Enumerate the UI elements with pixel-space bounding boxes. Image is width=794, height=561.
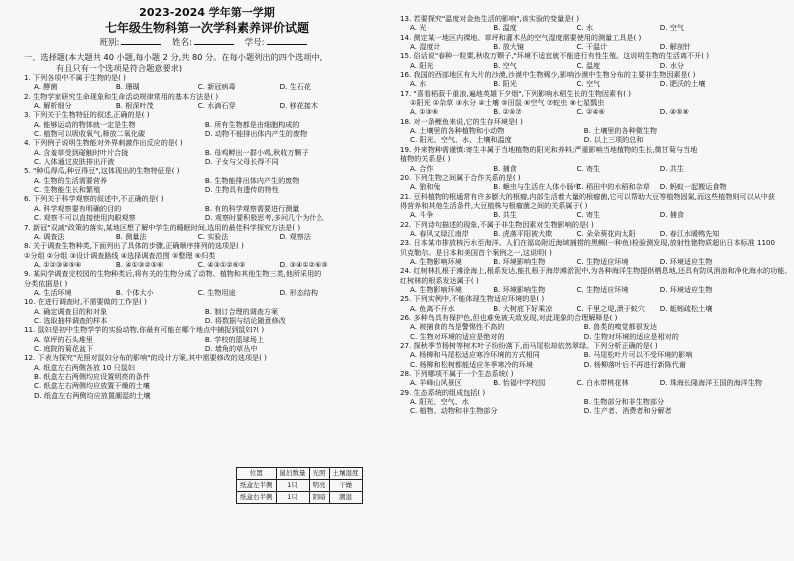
question-text: 23. 日本某市排放核污水至海洋。人们在福岛附近海域捕捞的黑鲷(一种鱼)检验测发现,放射性铯物质超出日本标准 1100 (400, 238, 776, 248)
option-row (400, 378, 772, 387)
option-row (400, 229, 772, 238)
question-text: 得营养和其他生活条件,大豆植株与根瘤菌之间的关系属于( ) (400, 200, 588, 210)
answer-option[interactable]: D. 水分 (659, 60, 684, 70)
question-text: 9. 某同学调查完校园的生物种类后,将有关的生物分成了动物、植物和其他生物三类,他所采用的 (24, 269, 322, 279)
option-row (400, 304, 772, 313)
answer-option[interactable]: C. 植物、动物和非生物部分 (410, 406, 498, 416)
option-row (24, 232, 390, 241)
answer-option[interactable]: B. 捕食 (493, 163, 517, 173)
answer-option[interactable]: A. 鱼离不开水 (410, 303, 455, 313)
question-text: 8. 关于调查生物种类,下面列出了具体的步骤,正确顺序排列的选项是( ) (24, 241, 244, 251)
answer-option[interactable]: D. 捕食 (659, 210, 684, 220)
id-field[interactable] (267, 44, 307, 45)
answer-option[interactable]: D. 生石花 (279, 82, 311, 92)
answer-option[interactable]: A. 光 (410, 23, 427, 33)
question-text: 28. 下列哪项不属于一个生态系统( ) (400, 369, 514, 379)
option-row (24, 204, 390, 213)
option-line: D. 纸盒左右两侧均应放置潮湿的土壤 (34, 390, 151, 400)
answer-option[interactable]: C. 生物用途 (197, 287, 236, 297)
answer-option[interactable]: C. ④③①②⑥⑤ (197, 259, 246, 269)
exam-title: 七年级生物科第一次学科素养评价试题 (104, 21, 309, 35)
answer-option[interactable]: D. 环境适应生物 (659, 284, 713, 294)
table-header-cell: 光照 (309, 468, 329, 480)
answer-option[interactable]: C. 温度 (576, 60, 601, 70)
option-row (400, 332, 772, 341)
answer-option[interactable]: C. 生物适应环境 (576, 256, 629, 266)
answer-option[interactable]: C. 空气 (576, 79, 601, 89)
answer-option[interactable]: D. 春江水暖鸭先知 (659, 228, 720, 238)
answer-option[interactable]: B. 有的科学观察需要进行测量 (204, 203, 300, 213)
question-text: 3. 下列关于生物特征的叙述,正确的是( ) (24, 110, 150, 120)
question-text: 2. 生物学家研究生命现象和生命活动规律常用的基本方法是( ) (24, 91, 219, 101)
answer-option[interactable]: B. 测量法 (115, 231, 147, 241)
table-cell: 阴暗 (309, 492, 329, 504)
question-text: ①分组 ②分组 ③设计调查路线 ④选择调查范围 ⑤整理 ⑥归类 (24, 250, 216, 260)
answer-option[interactable]: C. ②④⑥ (576, 107, 606, 117)
answer-option[interactable]: A. ①②③④⑤⑥ (34, 259, 82, 269)
answer-option[interactable]: B. 温度 (493, 23, 517, 33)
table-row (237, 492, 363, 504)
answer-option[interactable]: C. 观察不可以直接使用肉眼观察 (34, 213, 136, 223)
answer-option[interactable]: D. 空气 (659, 23, 684, 33)
option-line: C. 纸盒左右两侧均应放置干燥的土壤 (34, 381, 150, 391)
option-line: B. 纸盒左右两侧均应设置明亮的条件 (34, 372, 150, 381)
answer-option[interactable]: D. 解剖针 (659, 42, 692, 52)
answer-option[interactable]: C. 干温计 (576, 42, 608, 52)
answer-option[interactable]: D. 形态结构 (279, 287, 318, 297)
answer-option[interactable]: C. 新冠病毒 (197, 82, 236, 92)
answer-option[interactable]: B. 怡福中学校园 (493, 378, 546, 388)
answer-option[interactable]: D. 墙角的草丛中 (204, 343, 258, 353)
answer-option[interactable]: A. 生物影响环境 (410, 256, 462, 266)
answer-option[interactable]: C. 选取抽样调查的样本 (34, 315, 108, 325)
answer-option[interactable]: B. 共生 (493, 210, 517, 220)
option-row (24, 335, 390, 344)
answer-option[interactable]: A. 阳光 (410, 60, 434, 70)
answer-option[interactable]: A. 合作 (410, 163, 434, 173)
option-row (400, 257, 772, 266)
option-row (400, 23, 772, 32)
option-row (400, 360, 772, 369)
answer-option[interactable]: A. 生物影响环境 (410, 284, 462, 294)
answer-option[interactable]: D. 蚯蚓疏松土壤 (659, 303, 713, 313)
answer-option[interactable]: B. 蛔虫与生活在人体小肠中 (493, 182, 581, 192)
option-row (24, 129, 390, 138)
option-row (24, 260, 390, 269)
question-text: 13. 若要探究"温度对金鱼生活的影响",该实验的变量是( ) (400, 14, 580, 23)
question-text: 4. 下列例子说明生物能对外界刺激作出反应的是( ) (24, 138, 183, 148)
right-questions (400, 14, 792, 416)
answer-option[interactable]: D. 蚂蚁一起搬运食物 (659, 182, 727, 192)
student-info (24, 37, 390, 49)
option-row (24, 82, 390, 91)
question-text: 10. 在进行调查时,不需要做的工作是( ) (24, 297, 147, 307)
answer-option[interactable]: C. 生物对环境的适应是绝对的 (410, 331, 505, 341)
answer-option[interactable]: B. 大树底下好乘凉 (493, 303, 553, 313)
answer-option[interactable]: D. 以上三项的总和 (583, 135, 644, 145)
id-label: 学号: (244, 38, 265, 48)
class-field[interactable] (121, 44, 161, 45)
answer-option[interactable]: B. 马尾松叶片可以不受环境的影响 (583, 350, 693, 360)
question-text: 贝克勒尔。是日本和美国首个案例之一,这说明( ) (400, 247, 552, 257)
option-row (400, 79, 772, 88)
answer-option[interactable]: A. 生物的生活需要营养 (34, 175, 108, 185)
answer-option[interactable]: D. ③④①②⑥⑤ (279, 259, 328, 269)
option-row (400, 397, 772, 406)
question-text: 29. 生态系统的组成包括( ) (400, 387, 486, 397)
question-text: 6. 下列关于科学观察的叙述中,不正确的是( ) (24, 194, 164, 204)
answer-option[interactable]: C. 庭院的菊花盆下 (34, 343, 94, 353)
answer-option[interactable]: A. 斗争 (410, 210, 434, 220)
answer-option[interactable]: B. 生物部分和非生物部分 (583, 397, 665, 407)
question-text: 12. 下表为探究"光照对鼠妇分布的影响"的设计方案,其中需要修改的选项是( ) (24, 353, 267, 363)
answer-option[interactable]: A. 春风又绿江南岸 (410, 228, 469, 238)
answer-option[interactable]: A. 科学观察要有明确的目的 (34, 203, 122, 213)
table-header-cell: 鼠妇数量 (276, 468, 309, 480)
question-text: 20. 下列生物之间属于合作关系的是( ) (400, 172, 521, 182)
option-row (400, 285, 772, 294)
answer-option[interactable]: C. 千里之堤,溃于蚁穴 (576, 303, 645, 313)
answer-option[interactable]: C. 阳光、空气、水、土壤和温度 (410, 135, 512, 145)
option-line: ①阳光 ②杂草 ③水分 ④土壤 ⑤田鼠 ⑥空气 ⑦蛇虫 ⑧七星瓢虫 (410, 98, 605, 108)
option-row (24, 120, 390, 129)
section-heading-line2: 有且只有一个选项是符合题意要求) (56, 62, 183, 73)
answer-option[interactable]: B. 学校的篮球场上 (204, 334, 264, 344)
question-text: 21. 豆科植物的根通常有许多膨大的根瘤,内部生活着大量的根瘤菌,它可以帮助大豆等植物固氮,而这些植物则可以从中获 (400, 191, 775, 201)
option-row (400, 61, 772, 70)
name-label: 姓名: (172, 38, 192, 48)
answer-option[interactable]: B. 空气 (493, 60, 517, 70)
answer-option[interactable]: A. 确定调查目的和对象 (34, 306, 108, 316)
question-text: 27. 探秋季节杨树等树木叶子纷纷落下,而马尾松却依然翠绿。下列分析正确的是( ) (400, 341, 658, 351)
answer-option[interactable]: C. 朵朵葵花向太阳 (576, 228, 636, 238)
table-cell: 纸盒右半侧 (237, 492, 277, 504)
answer-option[interactable]: B. ②⑤⑦ (493, 107, 522, 117)
answer-option[interactable]: C. 植物可以吸收氧气,释放二氧化碳 (34, 129, 146, 139)
answer-option[interactable]: B. 环境影响生物 (493, 256, 546, 266)
table-header-cell: 土壤湿度 (329, 468, 362, 480)
answer-option[interactable]: C. 生物能生长和繁殖 (34, 185, 101, 195)
answer-option[interactable]: B. 根深叶茂 (115, 101, 154, 111)
right-column (400, 0, 792, 561)
question-text: 24. 红树林扎根于滩涂海上,根系发达,能扎根于海岸滩淤泥中,为各种海洋生物提供栖息地,还具有防风消浪和净化海水的功能。 (400, 266, 792, 276)
question-text: 分类依据是( ) (24, 278, 68, 288)
answer-option[interactable]: B. 生物能排出体内产生的废物 (204, 175, 300, 185)
table-cell: 纸盒左半侧 (237, 480, 277, 492)
answer-option[interactable]: C. 水 (576, 23, 594, 33)
answer-option[interactable]: D. 共生 (659, 163, 684, 173)
question-text: 5. "种瓜得瓜,种豆得豆",这体现出的生物特征是( ) (24, 166, 180, 176)
question-text: 11. 鼠妇是初中生物学学的实验动物,你最有可能在哪个地点中捕捉到鼠妇?( ) (24, 325, 265, 335)
option-row (24, 148, 390, 157)
option-row (400, 126, 772, 135)
answer-option[interactable]: C. 杨柳和松树都能适应冬季寒冷的环境 (410, 359, 533, 369)
answer-option[interactable]: D. 肥沃的土壤 (659, 79, 706, 89)
answer-option[interactable]: A. 酵菌 (34, 82, 58, 92)
option-row (24, 307, 390, 316)
section-heading-line1: 一、选择题(本大题共 40 小题,每小题 2 分,共 80 分。在每小题列出的四个选项中, (24, 52, 323, 62)
answer-option[interactable]: B. 土壤里的各种微生物 (583, 126, 657, 136)
question-text: 15. 俗话说"春种一粒粟,秋收万颗子,"环境不适宜就不能进行有性生殖。这说明生物的生活离不开( ) (400, 51, 710, 61)
answer-option[interactable]: B. 母鸡孵出一群小鸡,秋收万颗子 (204, 147, 309, 157)
answer-option[interactable]: C. 水滴石穿 (197, 101, 236, 111)
answer-option[interactable]: A. 解析细分 (34, 101, 72, 111)
answer-option[interactable]: D. 观察时要积极思考,多问几个为什么 (204, 213, 324, 223)
experiment-table (236, 467, 363, 504)
table-cell: 明亮 (309, 480, 329, 492)
answer-option[interactable]: A. 羊峰山风景区 (410, 378, 462, 388)
option-row (400, 164, 772, 173)
option-row (24, 344, 390, 353)
answer-option[interactable]: C. 稻田中的水稻和杂草 (576, 182, 650, 192)
option-row (400, 210, 772, 219)
option-row (24, 213, 390, 222)
question-text: 红树林的根系发达属于( ) (400, 275, 479, 285)
option-row (24, 176, 390, 185)
answer-option[interactable]: C. 实验法 (197, 231, 229, 241)
answer-option[interactable]: B. ④①③②⑤⑥ (115, 259, 164, 269)
answer-option[interactable]: D. 移花接木 (279, 101, 318, 111)
answer-option[interactable]: C. 寄生 (576, 163, 601, 173)
table-row (237, 480, 363, 492)
table-cell: 干燥 (329, 480, 362, 492)
exam-year: 2023-2024 学年第一学期 (139, 6, 275, 19)
answer-option[interactable]: D. ④⑤⑧ (659, 107, 689, 117)
answer-option[interactable]: A. 草坪的石头堆里 (34, 334, 93, 344)
option-row (24, 157, 390, 166)
left-questions (24, 73, 390, 400)
answer-option[interactable]: D. 珠海长隆海洋王国的海洋生物 (659, 378, 762, 388)
answer-option[interactable]: C. 人体通过皮肤排出汗液 (34, 157, 115, 167)
answer-option[interactable]: B. 放大镜 (493, 42, 524, 52)
option-row (400, 322, 772, 331)
option-row (24, 316, 390, 325)
answer-option[interactable]: A. 调查法 (34, 231, 65, 241)
question-text: 1. 下列各项中不属于生物的是( ) (24, 73, 126, 82)
table-header-cell: 位置 (237, 468, 277, 480)
answer-option[interactable]: B. 环境影响生物 (493, 284, 546, 294)
answer-option[interactable]: D. 生物具有遗传的特性 (204, 185, 279, 195)
answer-option[interactable]: A. 土壤里的各种植物和小动物 (410, 126, 505, 136)
option-row (24, 101, 390, 110)
question-text: 22. 下列诗句描述的现象,不属于非生物因素对生物影响的是( ) (400, 219, 594, 229)
answer-option[interactable]: D. 生产者、消费者和分解者 (583, 406, 672, 416)
question-text: 7. 新冠"双减"政策的落实,某地区想了解中学生的睡眠时间,选用的最佳科学探究方法是( ) (24, 222, 301, 232)
answer-option[interactable]: B. 个体大小 (115, 287, 154, 297)
answer-option[interactable]: B. 阳光 (493, 79, 517, 89)
option-row (400, 135, 772, 144)
question-text: 14. 测定某一地区内裸地、草坪和灌木丛的空气湿度需要使用的测量工具是( ) (400, 32, 642, 42)
option-row (400, 182, 772, 191)
option-row (24, 185, 390, 194)
answer-option[interactable]: B. 兽类的嗅觉都很发达 (583, 322, 657, 332)
option-line: A. 纸盒左右两侧各放 10 只鼠妇 (34, 362, 135, 372)
table-cell: 1只 (276, 492, 309, 504)
question-text: 26. 多种鸟具有保护色,但也难免被天敌发现,对此现象的合理解释是( ) (400, 313, 618, 322)
option-row (24, 288, 390, 297)
option-row (400, 42, 772, 51)
answer-option[interactable]: C. 寄生 (576, 210, 601, 220)
answer-option[interactable]: A. 含羞草受到碰触时叶片合拢 (34, 147, 129, 157)
left-column (24, 0, 390, 561)
question-text: 16. 我国的西部地区有大片的沙漠,沙漠中生物稀少,影响沙漠中生物分布的主要非生物因素是( ) (400, 70, 696, 80)
answer-option[interactable]: A. 能够运动的物体就一定是生物 (34, 119, 136, 129)
table-header-row (237, 468, 363, 480)
answer-option[interactable]: D. 环境适应生物 (659, 256, 713, 266)
class-label: 班别: (99, 38, 120, 48)
answer-option[interactable]: A. 湿度计 (410, 42, 441, 52)
answer-option[interactable]: A. 杨柳和马尾松适应寒冷环境的方式相同 (410, 350, 540, 360)
answer-option[interactable]: B. 制订合理的调查方案 (204, 306, 279, 316)
question-text: 25. 下列实例中,不能体现生物适应环境的是( ) (400, 294, 545, 304)
option-row (400, 107, 772, 116)
table-cell: 1只 (276, 480, 309, 492)
question-text: 18. 对一条鲤鱼来说,它的生存环境是( ) (400, 116, 523, 126)
answer-option[interactable]: D. 将数据与结论随意修改 (204, 315, 286, 325)
name-field[interactable] (194, 44, 234, 45)
answer-option[interactable]: B. 虎落平阳被犬欺 (493, 228, 553, 238)
table-cell: 潮湿 (329, 492, 362, 504)
answer-option[interactable]: B. 所有生物都是由细胞构成的 (204, 119, 300, 129)
answer-option[interactable]: D. 生物对环境的适应是相对的 (583, 331, 679, 341)
answer-option[interactable]: D. 动物不能排出体内产生的废物 (204, 129, 308, 139)
option-row (400, 406, 772, 415)
answer-option[interactable]: C. 生物适应环境 (576, 284, 629, 294)
answer-option[interactable]: A. 被捕食的鸟是警惕性不高的 (410, 322, 505, 332)
answer-option[interactable]: D. 观察法 (279, 231, 311, 241)
question-text: 植物的关系是( ) (400, 154, 451, 164)
answer-option[interactable]: A. 水 (410, 79, 427, 89)
question-text: 17. "喜看稻菽千重浪,遍地英雄下夕烟",下列影响水稻生长的生物因素有( ) (400, 88, 631, 98)
question-text: 19. 外来物种需谨慎:寄生丰属于当地植物的阳光和养料;严重影响当地植物的生长,微甘菊与当地 (400, 144, 698, 154)
answer-option[interactable]: A. 阳光、空气、水 (410, 397, 469, 407)
answer-option[interactable]: C. 白水带桃花林 (576, 378, 629, 388)
answer-option[interactable]: D. 子女与父母长得不同 (204, 157, 279, 167)
answer-option[interactable]: B. 珊瑚 (115, 82, 140, 92)
answer-option[interactable]: A. 生活环境 (34, 287, 72, 297)
answer-option[interactable]: D. 杨柳落叶后不再进行新陈代谢 (583, 359, 686, 369)
answer-option[interactable]: A. ①③⑥ (410, 107, 439, 117)
option-row (400, 350, 772, 359)
answer-option[interactable]: A. 狼和兔 (410, 182, 441, 192)
